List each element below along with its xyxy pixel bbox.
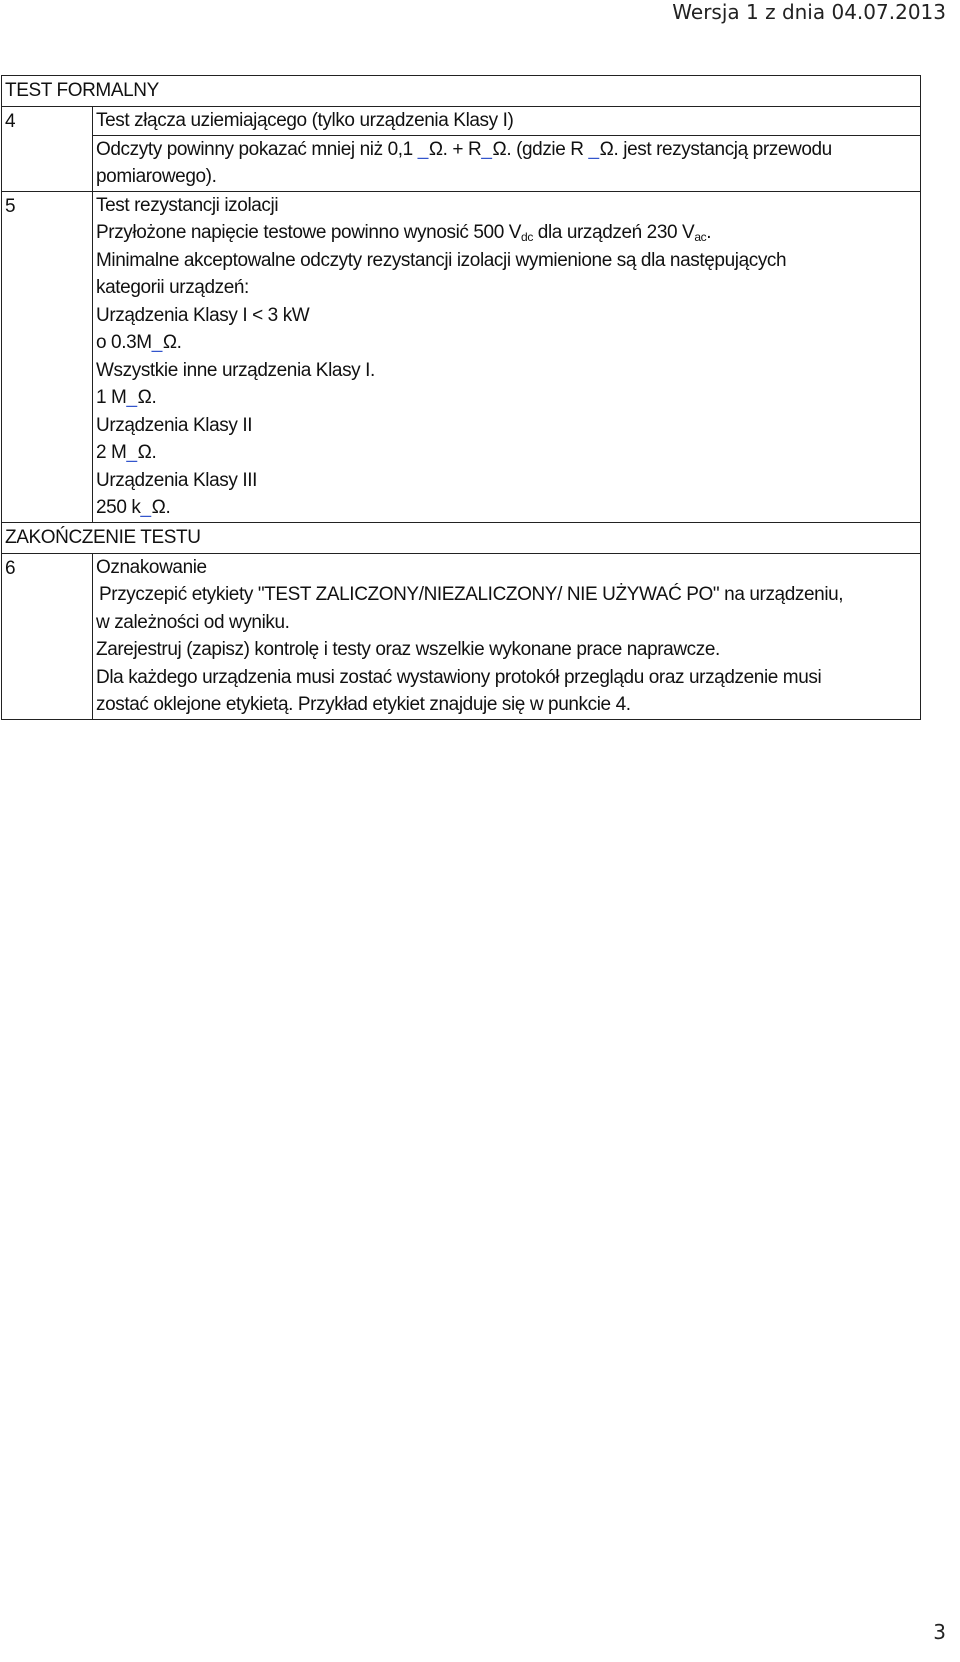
category-label: Urządzenia Klasy II — [96, 414, 253, 436]
item-text-line: Zarejestruj (zapisz) kontrolę i testy oraz wszelkie wykonane prace naprawcze. — [96, 639, 720, 660]
item-content — [93, 192, 920, 522]
item-text-line: Dla każdego urządzenia musi zostać wystawiony protokół przeglądu oraz urządzenie musi — [96, 666, 822, 688]
page-number: 3 — [933, 1620, 946, 1644]
ohm-symbol: _ Ω — [481, 139, 506, 160]
item-number: 6 — [2, 554, 93, 719]
section-title: TEST FORMALNY — [5, 80, 159, 101]
section-title: ZAKOŃCZENIE TESTU — [5, 526, 201, 548]
item-title: Test złącza uziemiającego (tylko urządzenia Klasy I) — [93, 107, 920, 136]
category-value: 2 M_ Ω. — [93, 439, 920, 467]
category-label: Urządzenia Klasy III — [96, 469, 257, 491]
ohm-symbol: _ Ω — [152, 332, 177, 353]
item-text-line: pomiarowego). — [96, 166, 217, 187]
ohm-symbol: _ Ω — [418, 139, 443, 160]
test-procedure-table — [1, 75, 921, 720]
item-title: Oznakowanie — [96, 556, 207, 578]
section-header-formal — [1, 75, 921, 107]
item-text-line: kategorii urządzeń: — [96, 277, 249, 298]
item-title: Test rezystancji izolacji — [96, 194, 279, 216]
item-text-line: w zależności od wyniku. — [96, 611, 290, 633]
category-label: Wszystkie inne urządzenia Klasy I. — [96, 359, 375, 381]
category-value: 1 M_ Ω. — [93, 384, 920, 412]
table-row-item-4 — [1, 107, 921, 192]
item-text-line: zostać oklejone etykietą. Przykład etykiet znajduje się w punkcie 4. — [96, 694, 631, 715]
table-row-item-6 — [1, 554, 921, 720]
section-header-end — [1, 523, 921, 554]
item-content — [93, 107, 920, 191]
ohm-symbol: _ Ω — [140, 497, 165, 518]
version-header: Wersja 1 z dnia 04.07.2013 — [672, 0, 946, 24]
item-text-line: Przyłożone napięcie testowe powinno wynosić 500 $V_{dc}$ dla urządzeń 230 $V_{ac}$. — [96, 222, 712, 244]
item-content — [93, 554, 920, 719]
category-label: Urządzenia Klasy I < 3 kW — [96, 304, 310, 326]
item-number: 5 — [2, 192, 93, 522]
category-value: o 0.3M_ Ω. — [93, 329, 920, 357]
ohm-symbol: _ Ω — [126, 442, 151, 463]
subscript: dc — [521, 230, 533, 244]
category-value: 250 k_ Ω. — [93, 494, 920, 522]
item-text-line: Odczyty powinny pokazać mniej niż 0,1 _ Ω. + R_ Ω. (gdzie R _ Ω. jest rezystancją przewodu — [93, 136, 920, 164]
item-text-line: Przyczepić etykiety "TEST ZALICZONY/NIEZALICZONY/ NIE UŻYWAĆ PO" na urządzeniu, — [99, 584, 844, 605]
table-row-item-5 — [1, 192, 921, 523]
item-text-line: Minimalne akceptowalne odczyty rezystancji izolacji wymienione są dla następujących — [96, 249, 787, 271]
ohm-symbol: _ Ω — [126, 387, 151, 408]
ohm-symbol: _ Ω — [589, 139, 614, 160]
item-number: 4 — [2, 107, 93, 191]
subscript: ac — [694, 230, 707, 244]
